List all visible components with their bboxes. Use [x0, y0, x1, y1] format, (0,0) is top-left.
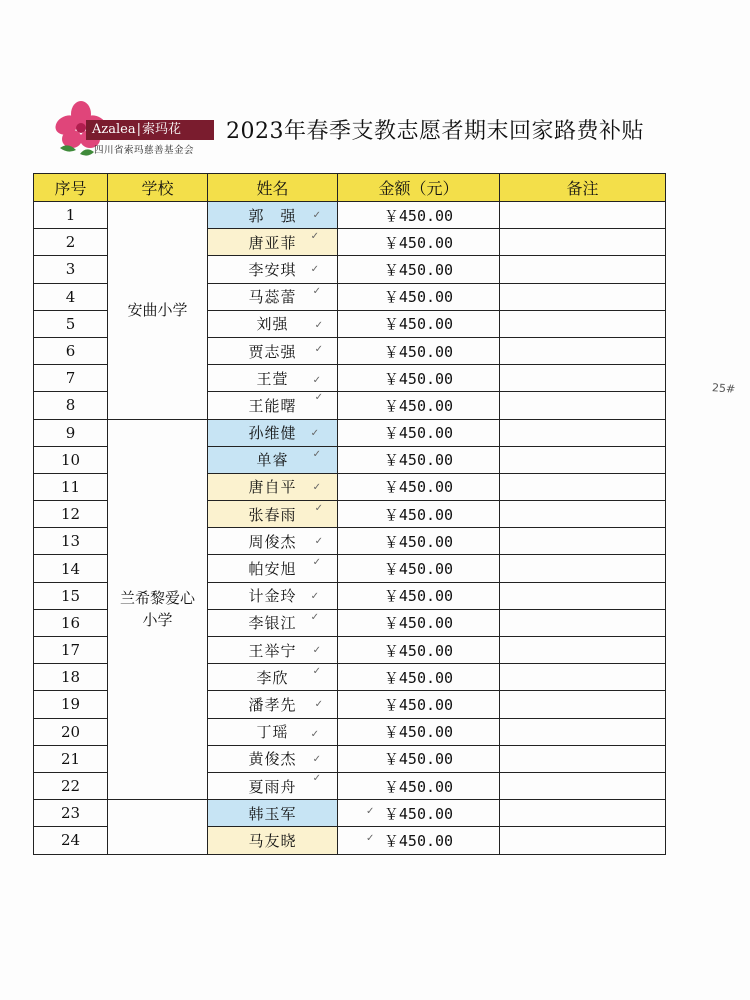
check-mark-icon: ✓: [366, 833, 375, 845]
student-name: 周俊杰: [248, 532, 297, 551]
amount-value: ￥450.00: [383, 587, 454, 606]
check-mark-icon: ✓: [314, 343, 323, 355]
amount-cell: [338, 555, 500, 582]
amount-cell: [338, 310, 500, 337]
note-cell: [500, 473, 666, 500]
note-cell: [500, 528, 666, 555]
amount-value: ￥450.00: [383, 396, 454, 415]
logo-brand-cn: 索玛花: [141, 122, 181, 137]
student-name-cell: [208, 392, 338, 419]
table-row: [34, 800, 666, 827]
handwritten-note: 25#: [711, 381, 736, 396]
row-number: 12: [34, 501, 108, 528]
row-number: 24: [34, 827, 108, 854]
amount-cell: [338, 283, 500, 310]
row-number: 15: [34, 582, 108, 609]
student-name-cell: [208, 772, 338, 799]
page-title: 2023年春季支教志愿者期末回家路费补贴: [226, 119, 644, 144]
check-mark-icon: ✓: [312, 210, 321, 221]
student-name-cell: [208, 365, 338, 392]
student-name: 黄俊杰: [248, 750, 297, 769]
amount-cell: [338, 664, 500, 691]
foundation-logo: [50, 98, 220, 160]
check-mark-icon: ✓: [312, 557, 321, 569]
logo-brand-en: Azalea: [92, 122, 136, 137]
header-amount: 金额（元）: [338, 174, 500, 202]
student-name-cell: [208, 691, 338, 718]
note-cell: [500, 419, 666, 446]
student-name-cell: [208, 745, 338, 772]
amount-value: ￥450.00: [383, 668, 454, 687]
student-name: 唐亚菲: [248, 233, 297, 252]
note-cell: [500, 800, 666, 827]
student-name-cell: [208, 664, 338, 691]
note-cell: [500, 310, 666, 337]
amount-value: ￥450.00: [383, 315, 454, 334]
student-name: 孙维健: [248, 424, 297, 443]
amount-cell: [338, 446, 500, 473]
amount-value: ￥450.00: [383, 260, 454, 279]
row-number: 20: [34, 718, 108, 745]
logo-org-name: 四川省索玛慈善基金会: [94, 145, 195, 156]
row-number: 21: [34, 745, 108, 772]
amount-value: ￥450.00: [383, 342, 454, 361]
note-cell: [500, 637, 666, 664]
row-number: 17: [34, 637, 108, 664]
note-cell: [500, 202, 666, 229]
note-cell: [500, 283, 666, 310]
amount-value: ￥450.00: [383, 288, 454, 307]
note-cell: [500, 582, 666, 609]
check-mark-icon: ✓: [312, 448, 321, 460]
student-name-cell: [208, 337, 338, 364]
row-number: 8: [34, 392, 108, 419]
amount-cell: [338, 772, 500, 799]
check-mark-icon: ✓: [312, 753, 321, 765]
row-number: 6: [34, 337, 108, 364]
amount-cell: [338, 637, 500, 664]
row-number: 9: [34, 419, 108, 446]
table-row: [34, 419, 666, 446]
amount-cell: [338, 691, 500, 718]
check-mark-icon: ✓: [310, 427, 319, 439]
student-name: 张春雨: [248, 505, 297, 524]
amount-cell: [338, 202, 500, 229]
note-cell: [500, 365, 666, 392]
amount-value: ￥450.00: [383, 695, 454, 714]
amount-cell: [338, 718, 500, 745]
row-number: 18: [34, 664, 108, 691]
student-name-cell: [208, 555, 338, 582]
note-cell: [500, 745, 666, 772]
check-mark-icon: ✓: [312, 375, 321, 387]
amount-cell: [338, 337, 500, 364]
student-name-cell: [208, 609, 338, 636]
amount-cell: [338, 528, 500, 555]
row-number: 22: [34, 772, 108, 799]
amount-cell: [338, 609, 500, 636]
student-name: 潘孝先: [248, 695, 297, 714]
row-number: 5: [34, 310, 108, 337]
row-number: 1: [34, 202, 108, 229]
amount-cell: [338, 501, 500, 528]
student-name-cell: [208, 310, 338, 337]
amount-cell: [338, 800, 500, 827]
amount-value: ￥450.00: [383, 614, 454, 633]
amount-cell: [338, 365, 500, 392]
check-mark-icon: ✓: [312, 645, 321, 656]
student-name-cell: [208, 229, 338, 256]
amount-value: ￥450.00: [383, 451, 454, 470]
amount-value: ￥450.00: [383, 532, 454, 551]
row-number: 10: [34, 446, 108, 473]
student-name: 韩玉军: [248, 804, 297, 823]
note-cell: [500, 664, 666, 691]
student-name: 唐自平: [248, 478, 297, 497]
check-mark-icon: ✓: [314, 392, 323, 404]
student-name: 丁瑶: [256, 723, 289, 742]
student-name: 夏雨舟: [248, 777, 297, 796]
amount-value: ￥450.00: [383, 804, 454, 823]
subsidy-table: [33, 173, 666, 855]
amount-value: ￥450.00: [383, 478, 454, 497]
note-cell: [500, 337, 666, 364]
student-name: 单睿: [256, 451, 289, 470]
header-note: 备注: [500, 174, 666, 202]
amount-value: ￥450.00: [383, 505, 454, 524]
header-school: 学校: [108, 174, 208, 202]
student-name: 王能曙: [248, 396, 297, 415]
student-name: 李银江: [248, 614, 297, 633]
check-mark-icon: ✓: [312, 772, 321, 784]
amount-cell: [338, 582, 500, 609]
school-cell: 兰希黎爱心小学: [108, 419, 208, 800]
amount-cell: [338, 827, 500, 854]
check-mark-icon: ✓: [312, 666, 321, 678]
student-name: 王举宁: [248, 641, 297, 660]
amount-value: ￥450.00: [383, 831, 454, 850]
student-name-cell: [208, 528, 338, 555]
amount-value: ￥450.00: [383, 750, 454, 769]
amount-value: ￥450.00: [383, 723, 454, 742]
student-name-cell: [208, 582, 338, 609]
check-mark-icon: ✓: [310, 264, 319, 276]
row-number: 19: [34, 691, 108, 718]
amount-value: ￥450.00: [383, 233, 454, 252]
check-mark-icon: ✓: [310, 590, 319, 602]
note-cell: [500, 555, 666, 582]
amount-value: ￥450.00: [383, 560, 454, 579]
row-number: 23: [34, 800, 108, 827]
note-cell: [500, 229, 666, 256]
amount-cell: [338, 256, 500, 283]
amount-value: ￥450.00: [383, 369, 454, 388]
check-mark-icon: ✓: [314, 319, 323, 331]
student-name-cell: [208, 419, 338, 446]
check-mark-icon: ✓: [310, 231, 319, 243]
row-number: 13: [34, 528, 108, 555]
note-cell: [500, 718, 666, 745]
student-name-cell: [208, 283, 338, 310]
row-number: 3: [34, 256, 108, 283]
student-name: 郭 强: [248, 206, 297, 225]
student-name: 马友晓: [248, 831, 297, 850]
logo-band: Azalea|索玛花: [86, 120, 214, 140]
school-cell: 安曲小学: [108, 202, 208, 420]
check-mark-icon: ✓: [314, 699, 323, 711]
student-name: 马蕊蕾: [248, 288, 297, 307]
note-cell: [500, 446, 666, 473]
header-no: 序号: [34, 174, 108, 202]
note-cell: [500, 609, 666, 636]
check-mark-icon: ✓: [312, 481, 321, 493]
row-number: 7: [34, 365, 108, 392]
amount-value: ￥450.00: [383, 777, 454, 796]
check-mark-icon: ✓: [310, 611, 319, 623]
row-number: 4: [34, 283, 108, 310]
row-number: 2: [34, 229, 108, 256]
student-name: 计金玲: [248, 587, 297, 606]
student-name-cell: [208, 473, 338, 500]
note-cell: [500, 827, 666, 854]
row-number: 14: [34, 555, 108, 582]
note-cell: [500, 392, 666, 419]
student-name: 刘强: [256, 315, 289, 334]
note-cell: [500, 691, 666, 718]
student-name: 李安琪: [248, 260, 297, 279]
table-body: [34, 202, 666, 855]
check-mark-icon: ✓: [312, 285, 321, 297]
table-row: [34, 202, 666, 229]
student-name: 帕安旭: [248, 560, 297, 579]
note-cell: [500, 501, 666, 528]
amount-value: ￥450.00: [383, 641, 454, 660]
student-name-cell: [208, 202, 338, 229]
note-cell: [500, 772, 666, 799]
table-header-row: [34, 174, 666, 202]
amount-cell: [338, 419, 500, 446]
row-number: 16: [34, 609, 108, 636]
student-name-cell: [208, 256, 338, 283]
student-name-cell: [208, 718, 338, 745]
check-mark-icon: ✓: [314, 536, 323, 548]
row-number: 11: [34, 473, 108, 500]
amount-value: ￥450.00: [383, 424, 454, 443]
amount-cell: [338, 229, 500, 256]
header-name: 姓名: [208, 174, 338, 202]
student-name: 李欣: [256, 668, 289, 687]
student-name-cell: [208, 501, 338, 528]
check-mark-icon: ✓: [366, 806, 375, 818]
check-mark-icon: ✓: [310, 728, 319, 740]
student-name: 王萱: [256, 369, 289, 388]
student-name-cell: [208, 446, 338, 473]
amount-cell: [338, 745, 500, 772]
amount-value: ￥450.00: [383, 206, 454, 225]
student-name-cell: [208, 637, 338, 664]
note-cell: [500, 256, 666, 283]
student-name: 贾志强: [248, 342, 297, 361]
school-cell: [108, 800, 208, 854]
check-mark-icon: ✓: [314, 503, 323, 515]
amount-cell: [338, 392, 500, 419]
student-name-cell: [208, 800, 338, 827]
student-name-cell: [208, 827, 338, 854]
amount-cell: [338, 473, 500, 500]
